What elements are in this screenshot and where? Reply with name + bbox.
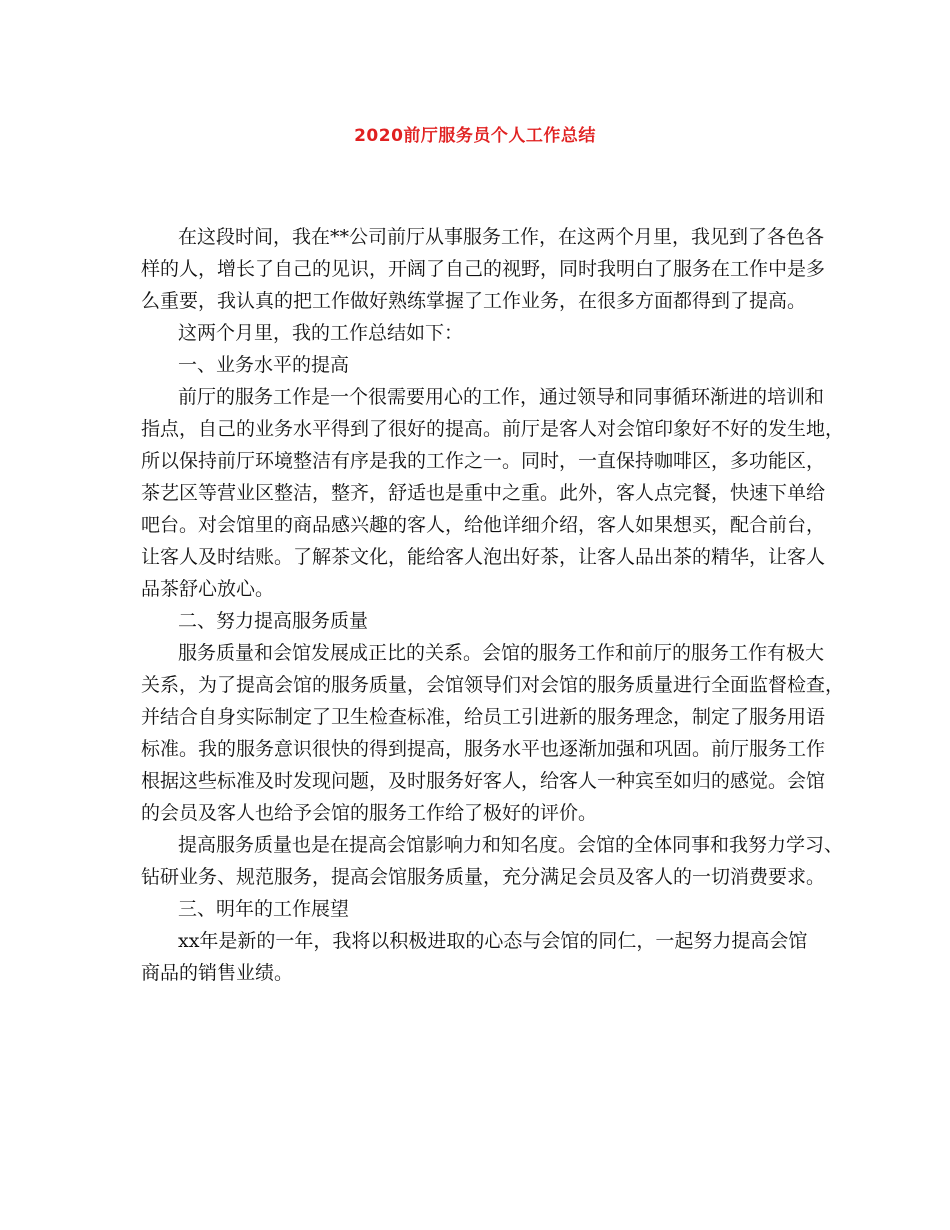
paragraph-line: 关系，为了提高会馆的服务质量，会馆领导们对会馆的服务质量进行全面监督检查， — [141, 674, 845, 696]
section-heading: 二、努力提高服务质量 — [178, 610, 369, 632]
paragraph-line: 吧台。对会馆里的商品感兴趣的客人，给他详细介绍，客人如果想买，配合前台， — [141, 514, 826, 536]
document-title: 2020前厅服务员个人工作总结 — [354, 126, 596, 146]
paragraph-line: 的会员及客人也给予会馆的服务工作给了极好的评价。 — [141, 802, 598, 824]
paragraph-line: 品茶舒心放心。 — [141, 578, 275, 600]
paragraph-line: 指点，自己的业务水平得到了很好的提高。前厅是客人对会馆印象好不好的发生地， — [141, 418, 845, 440]
paragraph-line: 根据这些标准及时发现问题，及时服务好客人，给客人一种宾至如归的感觉。会馆 — [141, 770, 826, 792]
section-heading: 三、明年的工作展望 — [178, 898, 350, 920]
paragraph-line: 商品的销售业绩。 — [141, 962, 294, 984]
paragraph-line: 前厅的服务工作是一个很需要用心的工作，通过领导和同事循环渐进的培训和 — [178, 386, 825, 408]
section-heading: 一、业务水平的提高 — [178, 354, 350, 376]
paragraph-line: 这两个月里，我的工作总结如下： — [178, 322, 464, 344]
paragraph-line: xx年是新的一年，我将以积极进取的心态与会馆的同仁，一起努力提高会馆 — [178, 930, 808, 952]
paragraph-line: 在这段时间，我在**公司前厅从事服务工作，在这两个月里，我见到了各色各 — [178, 226, 825, 248]
paragraph-line: 么重要，我认真的把工作做好熟练掌握了工作业务，在很多方面都得到了提高。 — [141, 290, 807, 312]
paragraph-line: 并结合自身实际制定了卫生检查标准，给员工引进新的服务理念，制定了服务用语 — [141, 706, 826, 728]
paragraph-line: 提高服务质量也是在提高会馆影响力和知名度。会馆的全体同事和我努力学习、 — [178, 834, 844, 856]
paragraph-line: 服务质量和会馆发展成正比的关系。会馆的服务工作和前厅的服务工作有极大 — [178, 642, 825, 664]
paragraph-line: 所以保持前厅环境整洁有序是我的工作之一。同时，一直保持咖啡区，多功能区， — [141, 450, 826, 472]
paragraph-line: 钻研业务、规范服务，提高会馆服务质量，充分满足会员及客人的一切消费要求。 — [141, 866, 826, 888]
paragraph-line: 茶艺区等营业区整洁，整齐，舒适也是重中之重。此外，客人点完餐，快速下单给 — [141, 482, 826, 504]
paragraph-line: 标准。我的服务意识很快的得到提高，服务水平也逐渐加强和巩固。前厅服务工作 — [141, 738, 826, 760]
paragraph-line: 样的人，增长了自己的见识，开阔了自己的视野，同时我明白了服务在工作中是多 — [141, 258, 826, 280]
paragraph-line: 让客人及时结账。了解茶文化，能给客人泡出好茶，让客人品出茶的精华，让客人 — [141, 546, 826, 568]
